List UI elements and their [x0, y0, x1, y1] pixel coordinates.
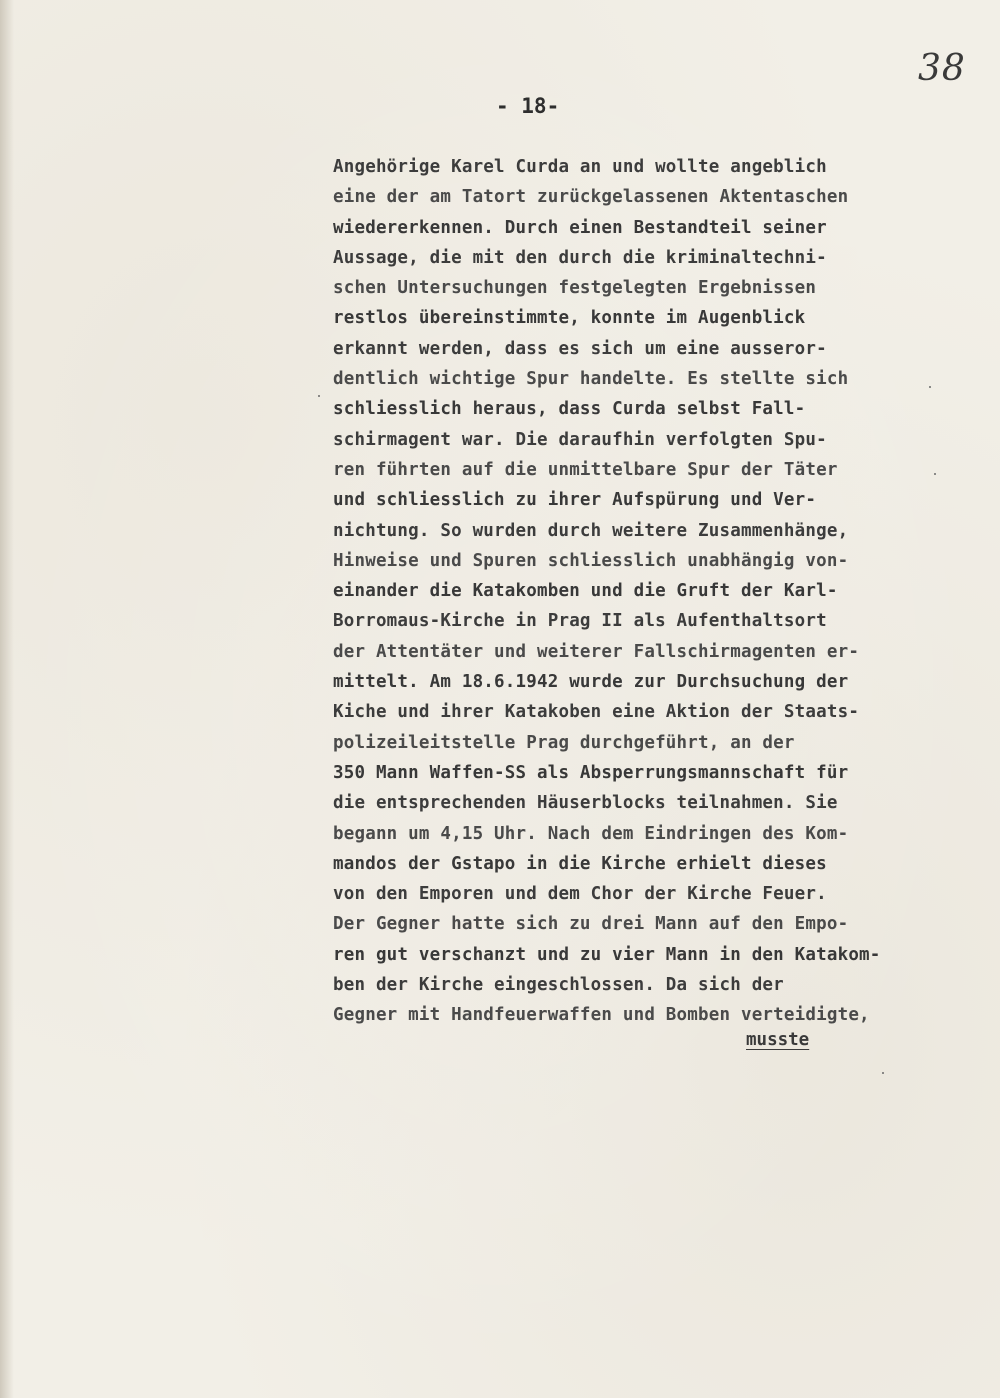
text-line: schen Untersuchungen festgelegten Ergebnissen: [333, 278, 817, 299]
catchword: musste: [746, 1030, 810, 1050]
text-line: die entsprechenden Häuserblocks teilnahmen. Sie: [333, 793, 838, 814]
text-line: einander die Katakomben und die Gruft der Karl-: [333, 581, 838, 602]
text-line: Aussage, die mit den durch die kriminaltechni-: [333, 247, 827, 268]
text-line: ren führten auf die unmittelbare Spur der Täter: [333, 459, 838, 480]
handwritten-folio-number: 38: [918, 48, 966, 89]
text-line: schirmagent war. Die daraufhin verfolgten Spu-: [333, 429, 827, 450]
text-line: von den Emporen und dem Chor der Kirche Feuer.: [333, 884, 827, 905]
page-number: - 18-: [496, 94, 560, 118]
text-line: und schliesslich zu ihrer Aufspürung und Ver-: [333, 490, 817, 511]
text-line: Der Gegner hatte sich zu drei Mann auf den Empo-: [333, 914, 849, 935]
text-line: mandos der Gstapo in die Kirche erhielt dieses: [333, 853, 827, 874]
text-line: Hinweise und Spuren schliesslich unabhängig von-: [333, 550, 849, 571]
text-line: ren gut verschanzt und zu vier Mann in den Katakom-: [333, 944, 881, 965]
text-line: polizeileitstelle Prag durchgeführt, an der: [333, 732, 795, 753]
paper-speck: [934, 473, 936, 475]
text-line: wiedererkennen. Durch einen Bestandteil seiner: [333, 217, 827, 238]
text-line: Angehörige Karel Curda an und wollte angeblich: [333, 157, 827, 177]
text-line: Borromaus-Kirche in Prag II als Aufenthaltsort: [333, 611, 827, 632]
text-line: der Attentäter und weiterer Fallschirmagenten er-: [333, 641, 860, 662]
text-line: Kiche und ihrer Katakoben eine Aktion der Staats-: [333, 702, 860, 723]
text-line: eine der am Tatort zurückgelassenen Aktentaschen: [333, 187, 849, 208]
text-line: nichtung. So wurden durch weitere Zusammenhänge,: [333, 520, 849, 541]
paper-speck: [318, 395, 320, 397]
text-line: schliesslich heraus, dass Curda selbst Fall-: [333, 399, 806, 420]
text-line: 350 Mann Waffen-SS als Absperrungsmannschaft für: [333, 762, 849, 783]
paper-speck: [929, 386, 931, 388]
text-line: dentlich wichtige Spur handelte. Es stellte sich: [333, 369, 849, 390]
text-line: Gegner mit Handfeuerwaffen und Bomben verteidigte,: [333, 1005, 870, 1026]
typewritten-body-text: [333, 152, 993, 1031]
text-line: begann um 4,15 Uhr. Nach dem Eindringen des Kom-: [333, 823, 849, 844]
paper-edge-shadow: [0, 0, 14, 1398]
paper-speck: [882, 1072, 884, 1074]
text-line: restlos übereinstimmte, konnte im Augenblick: [333, 308, 806, 329]
text-line: mittelt. Am 18.6.1942 wurde zur Durchsuchung der: [333, 672, 849, 693]
text-line: ben der Kirche eingeschlossen. Da sich der: [333, 975, 784, 996]
text-line: erkannt werden, dass es sich um eine ausseror-: [333, 338, 827, 359]
